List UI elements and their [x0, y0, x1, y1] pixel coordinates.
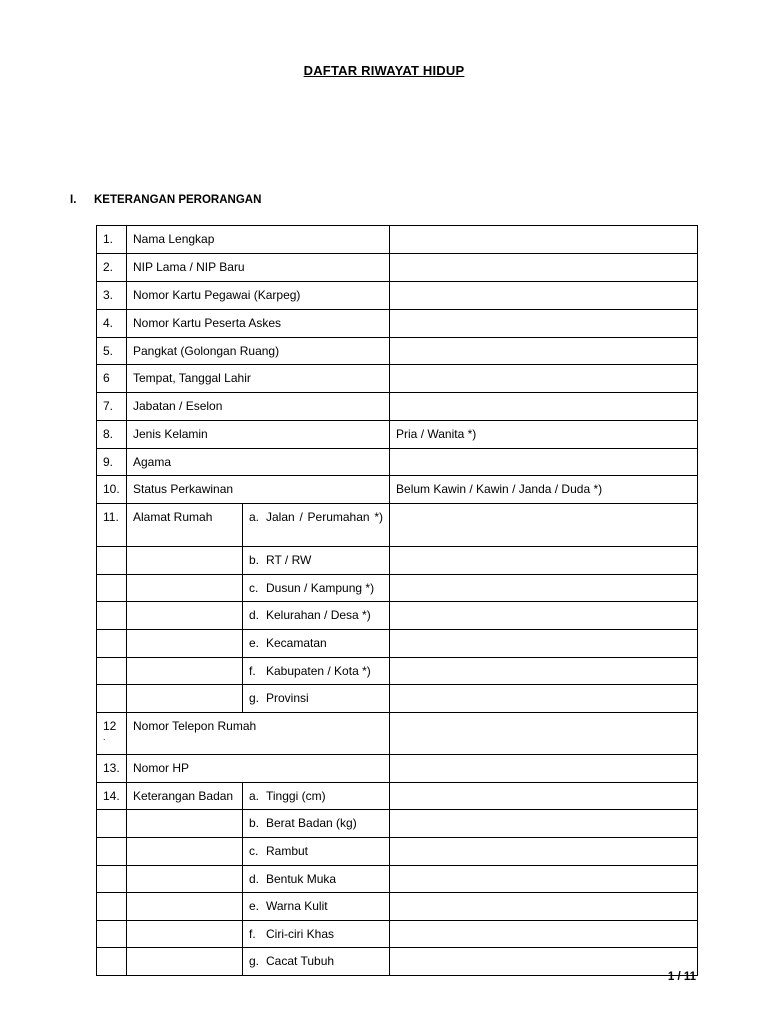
body-sub-label: [243, 810, 390, 838]
sub-text: Dusun / Kampung *): [266, 581, 375, 595]
row-value[interactable]: [390, 449, 698, 476]
sub-letter: b.: [249, 553, 260, 567]
sub-letter: e.: [249, 899, 260, 913]
table-row: [97, 226, 698, 254]
sub-text: Tinggi (cm): [266, 789, 326, 803]
row-label: Alamat Rumah: [127, 504, 243, 547]
body-sub-label: [243, 948, 390, 976]
section-title: KETERANGAN PERORANGAN: [94, 194, 262, 206]
sub-text: Berat Badan (kg): [266, 816, 357, 830]
row-label: Agama: [127, 449, 390, 476]
row-number: [97, 948, 127, 976]
row-number: [97, 685, 127, 713]
address-sub-label: [243, 602, 390, 630]
sub-letter: b.: [249, 816, 260, 830]
address-value[interactable]: [390, 685, 698, 713]
row-label: [127, 685, 243, 713]
table-row: [97, 602, 698, 630]
row-number: [97, 893, 127, 921]
address-sub-label: [243, 685, 390, 713]
row-number: 3.: [97, 282, 127, 310]
sub-text: Provinsi: [266, 691, 309, 705]
row-label: [127, 948, 243, 976]
table-row: [97, 948, 698, 976]
row-label: Jenis Kelamin: [127, 421, 390, 449]
sub-text: Rambut: [266, 844, 309, 858]
table-row: [97, 575, 698, 602]
table-row: [97, 713, 698, 755]
row-number: [97, 713, 127, 755]
sub-letter: f.: [249, 927, 256, 941]
row-number: [97, 547, 127, 575]
row-value[interactable]: [390, 226, 698, 254]
table-row: [97, 282, 698, 310]
row-label: [127, 866, 243, 893]
body-value[interactable]: [390, 893, 698, 921]
row-number: 5.: [97, 338, 127, 365]
row-number: 10.: [97, 476, 127, 504]
table-row: [97, 504, 698, 547]
table-row: [97, 810, 698, 838]
row-label: Nomor Kartu Pegawai (Karpeg): [127, 282, 390, 310]
body-value[interactable]: [390, 948, 698, 976]
row-value[interactable]: [390, 338, 698, 365]
sub-text: Kabupaten / Kota *): [266, 664, 371, 678]
page-title: DAFTAR RIWAYAT HIDUP: [303, 63, 465, 78]
table-row: [97, 338, 698, 365]
row-label: Nomor Kartu Peserta Askes: [127, 310, 390, 338]
address-value[interactable]: [390, 630, 698, 658]
row-value[interactable]: [390, 393, 698, 421]
table-row: [97, 547, 698, 575]
body-sub-label: [243, 893, 390, 921]
row-label: Nama Lengkap: [127, 226, 390, 254]
sub-text: RT / RW: [266, 553, 312, 567]
address-sub-label: [243, 575, 390, 602]
marital-status-options[interactable]: Belum Kawin / Kawin / Janda / Duda *): [390, 476, 698, 504]
row-number: 2.: [97, 254, 127, 282]
body-value[interactable]: [390, 921, 698, 948]
body-sub-label: [243, 921, 390, 948]
address-sub-label: [243, 504, 390, 547]
row-number: [97, 866, 127, 893]
sub-text: Cacat Tubuh: [266, 954, 335, 968]
row-number: 1.: [97, 226, 127, 254]
body-value[interactable]: [390, 810, 698, 838]
table-row: [97, 421, 698, 449]
body-value[interactable]: [390, 838, 698, 866]
row-number: [97, 630, 127, 658]
row-number: 14.: [97, 783, 127, 810]
sub-letter: a.: [249, 510, 260, 524]
sub-text: Kelurahan / Desa *): [266, 608, 371, 622]
body-sub-label: [243, 866, 390, 893]
row-label: [127, 893, 243, 921]
address-value[interactable]: [390, 602, 698, 630]
row-number: [97, 575, 127, 602]
body-sub-label: [243, 838, 390, 866]
row-value[interactable]: [390, 282, 698, 310]
sub-letter: e.: [249, 636, 260, 650]
address-value[interactable]: [390, 547, 698, 575]
sub-letter: f.: [249, 664, 256, 678]
row-label: [127, 921, 243, 948]
table-row: [97, 393, 698, 421]
row-label: Keterangan Badan: [127, 783, 243, 810]
sub-letter: c.: [249, 581, 259, 595]
row-number: 9.: [97, 449, 127, 476]
sub-text: Kecamatan: [266, 636, 327, 650]
row-number: 7.: [97, 393, 127, 421]
sub-letter: a.: [249, 789, 260, 803]
table-row: [97, 838, 698, 866]
row-number: [97, 658, 127, 685]
row-number: 8.: [97, 421, 127, 449]
sub-letter: d.: [249, 872, 260, 886]
body-value[interactable]: [390, 866, 698, 893]
row-label: [127, 838, 243, 866]
body-sub-label: [243, 783, 390, 810]
row-number: 11.: [97, 504, 127, 547]
row-value[interactable]: [390, 365, 698, 393]
row-value[interactable]: [390, 254, 698, 282]
sub-letter: g.: [249, 954, 260, 968]
phone-row-number-dot: .: [103, 732, 106, 742]
table-row: [97, 866, 698, 893]
sub-letter: g.: [249, 691, 260, 705]
sub-letter: c.: [249, 844, 259, 858]
row-label: [127, 630, 243, 658]
row-label: Jabatan / Eselon: [127, 393, 390, 421]
personal-info-table: [96, 225, 698, 976]
table-row: [97, 310, 698, 338]
row-number: [97, 921, 127, 948]
table-row: [97, 476, 698, 504]
address-value[interactable]: [390, 575, 698, 602]
table-row: [97, 254, 698, 282]
mobile-value[interactable]: [390, 755, 698, 783]
row-label: Pangkat (Golongan Ruang): [127, 338, 390, 365]
address-sub-label: [243, 547, 390, 575]
row-number: 6: [97, 365, 127, 393]
table-row: [97, 893, 698, 921]
row-value[interactable]: [390, 310, 698, 338]
row-label: Status Perkawinan: [127, 476, 390, 504]
section-heading: [70, 194, 261, 206]
address-value[interactable]: [390, 504, 698, 547]
phone-row-number: 12: [103, 719, 117, 733]
table-row: [97, 658, 698, 685]
table-row: [97, 685, 698, 713]
row-label: [127, 575, 243, 602]
page-number: 1 / 11: [667, 971, 696, 983]
gender-options[interactable]: Pria / Wanita *): [390, 421, 698, 449]
row-label: NIP Lama / NIP Baru: [127, 254, 390, 282]
sub-text: Warna Kulit: [266, 899, 328, 913]
row-number: 4.: [97, 310, 127, 338]
sub-text: Jalan / Perumahan *): [266, 510, 384, 524]
row-label: Nomor Telepon Rumah: [127, 713, 390, 755]
row-label: Tempat, Tanggal Lahir: [127, 365, 390, 393]
row-label: [127, 602, 243, 630]
row-number: [97, 602, 127, 630]
table-row: [97, 921, 698, 948]
table-row: [97, 365, 698, 393]
phone-value[interactable]: [390, 713, 698, 755]
row-label: [127, 658, 243, 685]
body-value[interactable]: [390, 783, 698, 810]
sub-letter: d.: [249, 608, 260, 622]
address-value[interactable]: [390, 658, 698, 685]
table-row: [97, 783, 698, 810]
row-number: [97, 810, 127, 838]
table-row: [97, 449, 698, 476]
table-row: [97, 755, 698, 783]
row-label: Nomor HP: [127, 755, 390, 783]
address-sub-label: [243, 658, 390, 685]
row-label: [127, 810, 243, 838]
address-sub-label: [243, 630, 390, 658]
row-label: [127, 547, 243, 575]
sub-text: Ciri-ciri Khas: [266, 927, 335, 941]
table-row: [97, 630, 698, 658]
row-number: [97, 838, 127, 866]
sub-text: Bentuk Muka: [266, 872, 337, 886]
row-number: 13.: [97, 755, 127, 783]
section-number: I.: [70, 194, 77, 206]
